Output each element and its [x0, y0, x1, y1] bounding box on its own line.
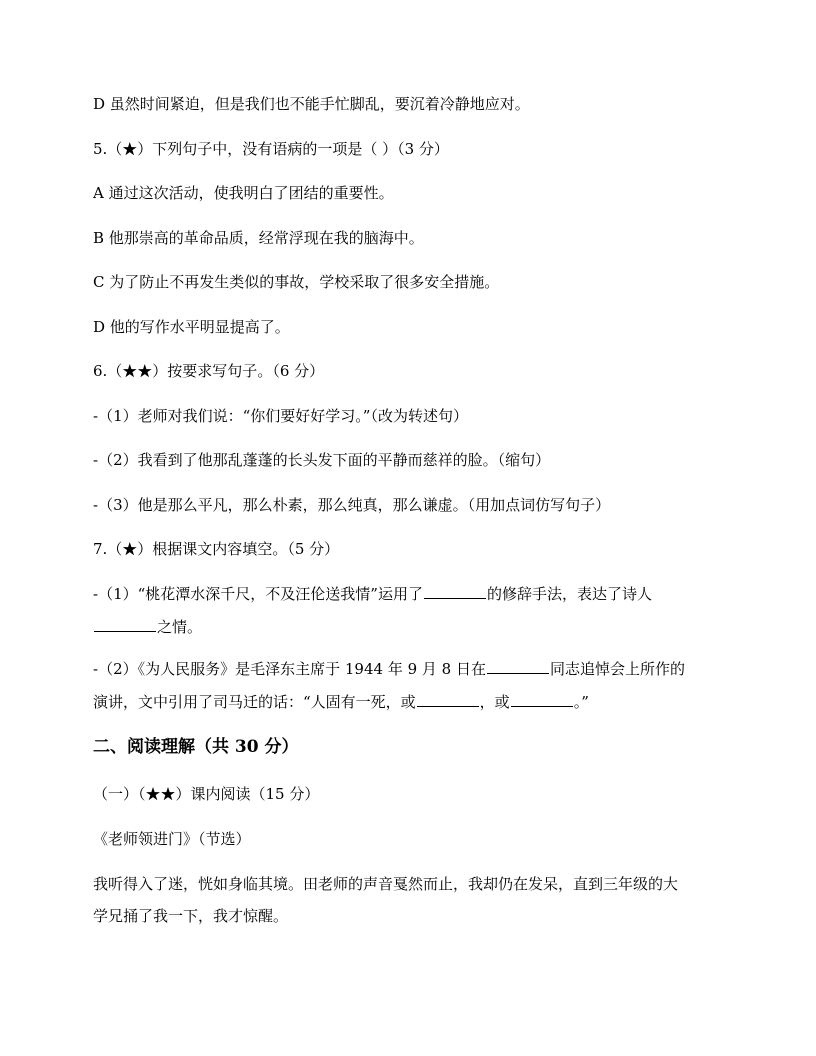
fill-blank[interactable]	[487, 659, 549, 674]
q5-option-b: B 他那崇高的革命品质，经常浮现在我的脑海中。	[93, 229, 424, 247]
q6-item-3: -（3）他是那么平凡，那么朴素，那么纯真，那么谦虚。（用加点词仿写句子）	[93, 496, 611, 514]
fill-blank[interactable]	[424, 584, 486, 599]
q7-item-2	[93, 653, 733, 719]
q7-2-text-b: 同志追悼会上所作的	[549, 660, 685, 678]
q7-1-text-b: 的修辞手法，表达了诗人	[486, 585, 652, 603]
q7-2-text-c: 演讲，文中引用了司马迁的话：“人固有一死，或	[93, 693, 416, 711]
passage-title: 《老师领进门》（节选）	[93, 830, 251, 848]
q7-2-text-d: ，或	[479, 693, 510, 711]
part-heading: （一）（★★）课内阅读（15 分）	[93, 785, 320, 803]
fill-blank[interactable]	[417, 692, 479, 707]
q5-option-d: D 他的写作水平明显提高了。	[93, 318, 290, 336]
q5-option-a: A 通过这次活动，使我明白了团结的重要性。	[93, 184, 394, 202]
fill-blank[interactable]	[94, 617, 156, 632]
q6-item-2: -（2）我看到了他那乱蓬蓬的长头发下面的平静而慈祥的脸。（缩句）	[93, 451, 551, 469]
q7-1-text-a: -（1）“桃花潭水深千尺，不及汪伦送我情”运用了	[93, 585, 423, 603]
option-d-prev: D 虽然时间紧迫，但是我们也不能手忙脚乱，要沉着冷静地应对。	[93, 95, 530, 113]
q7-2-text-a: -（2）《为人民服务》是毛泽东主席于 1944 年 9 月 8 日在	[93, 660, 486, 678]
fill-blank[interactable]	[511, 692, 573, 707]
q7-2-text-e: 。”	[573, 693, 589, 711]
q6-item-1: -（1）老师对我们说：“你们要好好学习。”（改为转述句）	[93, 407, 468, 425]
section-heading: 二、阅读理解（共 30 分）	[93, 737, 299, 757]
question-6: 6.（★★）按要求写句子。（6 分）	[93, 362, 325, 380]
q7-item-1	[93, 578, 733, 644]
question-7: 7.（★）根据课文内容填空。（5 分）	[93, 540, 340, 558]
passage-line-1: 我听得入了迷，恍如身临其境。田老师的声音戛然而止，我却仍在发呆，直到三年级的大	[93, 875, 679, 893]
passage-line-2: 学兄捅了我一下，我才惊醒。	[93, 907, 289, 925]
q7-1-text-c: 之情。	[157, 618, 203, 636]
q5-option-c: C 为了防止不再发生类似的事故，学校采取了很多安全措施。	[93, 273, 500, 291]
question-5: 5.（★）下列句子中，没有语病的一项是（ ）（3 分）	[93, 140, 449, 158]
